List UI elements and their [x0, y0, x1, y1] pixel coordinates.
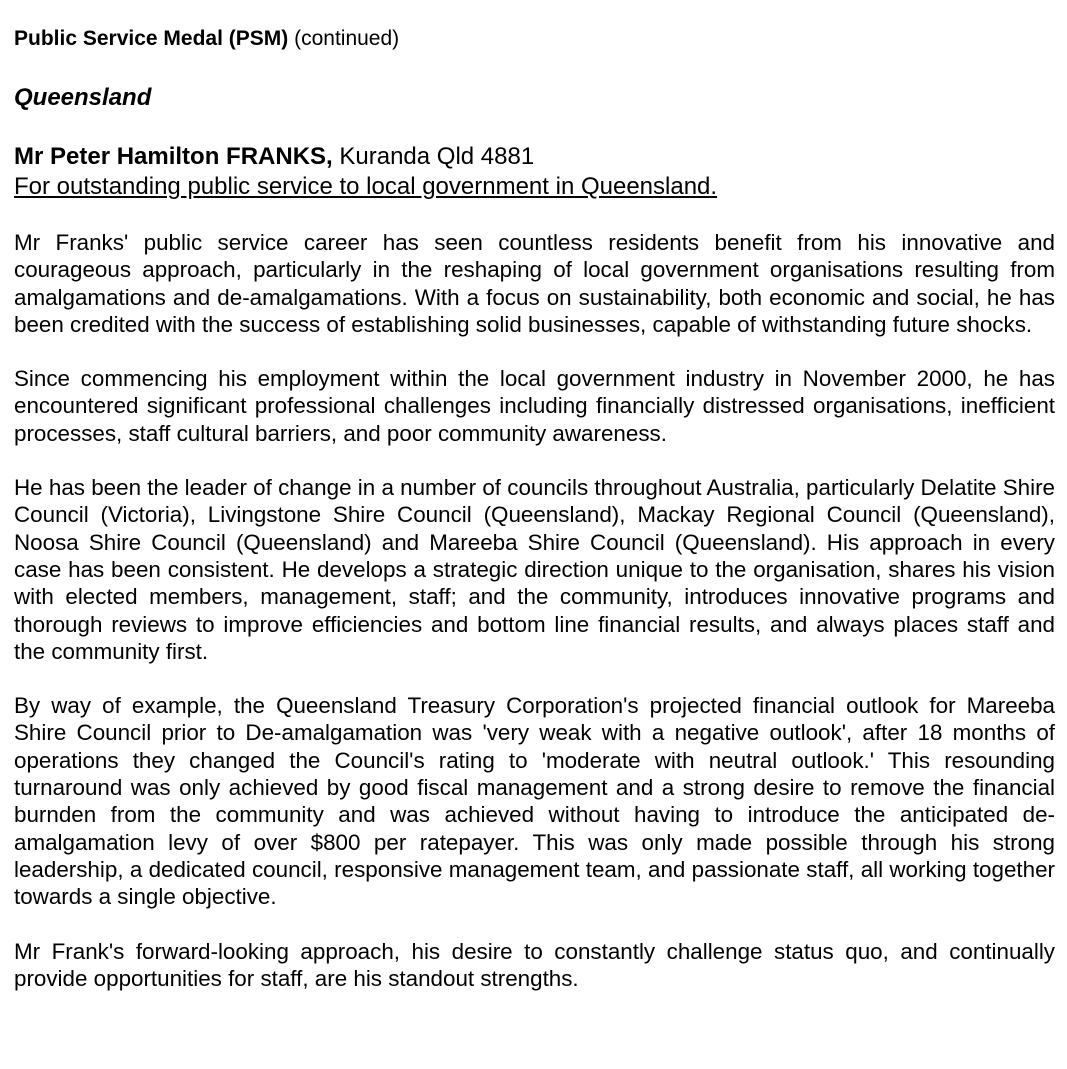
paragraph: Mr Frank's forward-looking approach, his desire to constantly challenge status quo, and continually provide opportunities for staff, are his standout strengths.: [14, 938, 1055, 991]
paragraph: He has been the leader of change in a number of councils throughout Australia, particularly Delatite Shire Council (Victoria), Livingstone Shire Council (Queensland), Mackay Regional Council (Queensland), Noosa Shire Council (Queensland) and Mareeba Shire Council (Queensland). His approach in every case has been consistent. He develops a strategic direction unique to the organisation, shares his vision with elected members, management, staff; and the community, introduces innovative programs and thorough reviews to improve efficiencies and bottom line financial results, and always places staff and the community first.: [14, 475, 1055, 664]
state-heading: Queensland: [14, 84, 152, 111]
continued-label: (continued): [288, 27, 400, 50]
recipient-line: [14, 143, 534, 171]
recipient-location: Kuranda Qld 4881: [332, 143, 535, 170]
citation-body: [14, 229, 1055, 1019]
citation: For outstanding public service to local government in Queensland.: [14, 173, 718, 200]
page-header: [14, 26, 399, 52]
paragraph: Since commencing his employment within the local government industry in November 2000, he has encountered significant professional challenges including financially distressed organisations, inefficient processes, staff cultural barriers, and poor community awareness.: [14, 366, 1055, 446]
award-title: Public Service Medal (PSM): [14, 27, 289, 50]
paragraph: By way of example, the Queensland Treasury Corporation's projected financial outlook for Mareeba Shire Council prior to De-amalgamation was 'very weak with a negative outlook', after 18 months of operations they changed the Council's rating to 'moderate with neutral outlook.' This resounding turnaround was only achieved by good fiscal management and a strong desire to remove the financial burnden from the community and was achieved without having to introduce the anticipated de-amalgamation levy of over $800 per ratepayer. This was only made possible through his strong leadership, a dedicated council, responsive management team, and passionate staff, all working together towards a single objective.: [14, 693, 1055, 910]
recipient-name: Mr Peter Hamilton FRANKS,: [14, 143, 333, 170]
paragraph: Mr Franks' public service career has seen countless residents benefit from his innovative and courageous approach, particularly in the reshaping of local government organisations resulting from amalgamations and de-amalgamations. With a focus on sustainability, both economic and social, he has been credited with the success of establishing solid businesses, capable of withstanding future shocks.: [14, 230, 1055, 337]
